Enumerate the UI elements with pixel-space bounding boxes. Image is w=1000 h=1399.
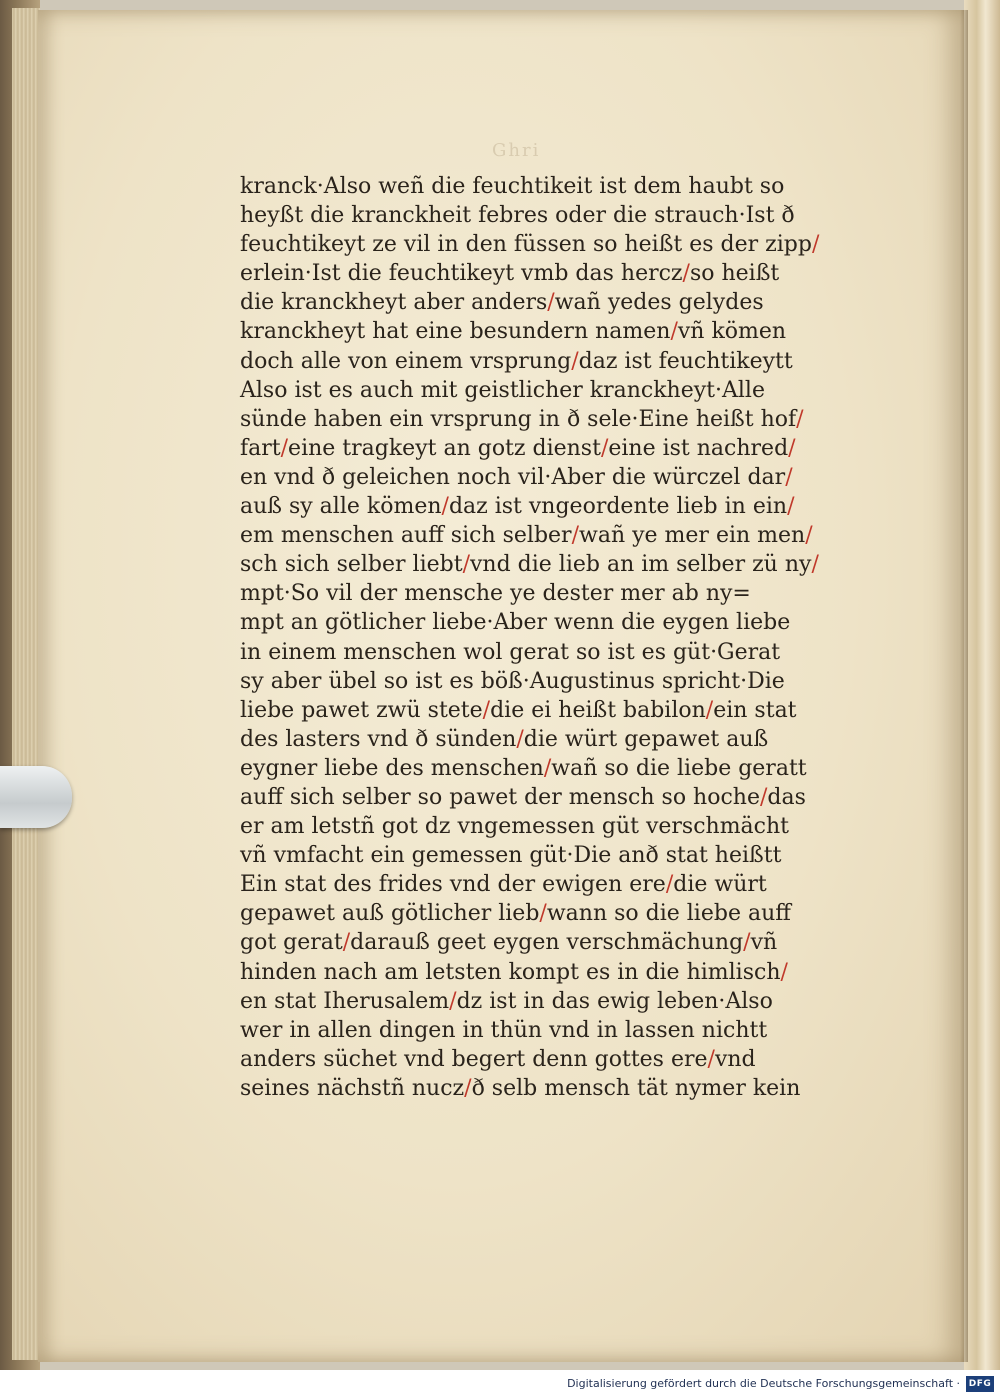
text-line: got gerat/darauß geet eygen verschmächung/vñ [240, 930, 778, 956]
text-line: doch alle von einem vrsprung/daz ist feuchtikeytt [240, 348, 793, 374]
text-line: Ein stat des frides vnd der ewigen ere/die würt [240, 872, 767, 898]
text-line: en vnd ð geleichen noch vil·Aber die würczel dar/ [240, 464, 793, 490]
text-line: en stat Iherusalem/dz ist in das ewig leben·Also [240, 988, 773, 1014]
text-line: kranckheyt hat eine besundern namen/vñ kömen [240, 319, 787, 345]
book-right-edge [964, 0, 1000, 1370]
text-line: in einem menschen wol gerat so ist es güt·Gerat [240, 639, 781, 665]
spine-shadow [960, 10, 968, 1362]
text-block [240, 172, 820, 1103]
text-line: anders süchet vnd begert denn gottes ere/vnd [240, 1046, 756, 1072]
text-line: des lasters vnd ð sünden/die würt gepawet auß [240, 726, 769, 752]
text-line: fart/eine tragkeyt an gotz dienst/eine ist nachred/ [240, 435, 796, 461]
text-line: seines nächstñ nucz/ð selb mensch tät nymer kein [240, 1075, 801, 1101]
text-line: kranck·Also weñ die feuchtikeit ist dem haubt so [240, 174, 785, 199]
text-line: mpt·So vil der mensche ye dester mer ab ny= [240, 581, 751, 607]
text-line: hinden nach am letsten kompt es in die himlisch/ [240, 959, 788, 985]
text-line: mpt an götlicher liebe·Aber wenn die eygen liebe [240, 610, 791, 636]
footer-bar [0, 1370, 1000, 1399]
text-line: sch sich selber liebt/vnd die lieb an im selber zü ny/ [240, 552, 819, 578]
show-through-running-head: Ghri [492, 140, 541, 161]
funding-caption: Digitalisierung gefördert durch die Deutsche Forschungsgemeinschaft · [567, 1377, 960, 1390]
text-line: heyßt die kranckheit febres oder die strauch·Ist ð [240, 203, 795, 229]
text-line: em menschen auff sich selber/wañ ye mer ein men/ [240, 523, 813, 549]
text-line: gepawet auß götlicher lieb/wann so die liebe auff [240, 901, 791, 927]
text-line: Also ist es auch mit geistlicher kranckheyt·Alle [240, 377, 765, 403]
text-line: feuchtikeyt ze vil in den füssen so heißt es der zipp/ [240, 232, 820, 258]
text-line: er am letstñ got dz vngemessen güt verschmächt [240, 814, 790, 840]
text-line: wer in allen dingen in thün vnd in lassen nichtt [240, 1017, 768, 1043]
text-line: sünde haben ein vrsprung in ð sele·Eine heißt hof/ [240, 406, 804, 432]
text-line: eygner liebe des menschen/wañ so die liebe geratt [240, 755, 807, 781]
text-line: auff sich selber so pawet der mensch so hoche/das [240, 784, 806, 810]
text-line: auß sy alle kömen/daz ist vngeordente lieb in ein/ [240, 494, 795, 520]
text-line: sy aber übel so ist es böß·Augustinus spricht·Die [240, 668, 785, 694]
text-line: die kranckheyt aber anders/wañ yedes gelydes [240, 290, 764, 316]
text-line: liebe pawet zwü stete/die ei heißt babilon/ein stat [240, 697, 797, 723]
text-line: erlein·Ist die feuchtikeyt vmb das hercz/so heißt [240, 261, 780, 287]
dfg-logo: DFG [966, 1376, 994, 1392]
page-stack-edge [12, 8, 40, 1360]
text-line: vñ vmfacht ein gemessen güt·Die anð stat heißtt [240, 843, 782, 869]
page-clip [0, 766, 72, 828]
